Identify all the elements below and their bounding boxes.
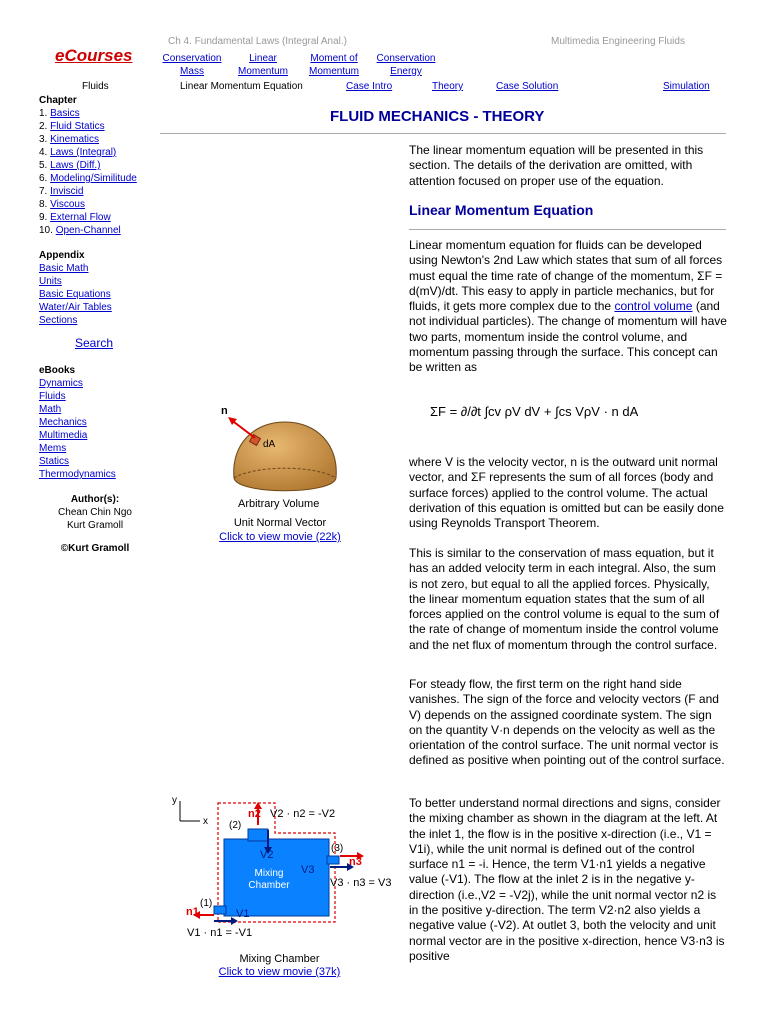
item-num: 6. xyxy=(39,173,48,184)
figure2-caption: Mixing Chamber xyxy=(239,953,320,965)
appendix-sections[interactable]: Sections xyxy=(39,315,78,326)
ebook-multimedia[interactable]: Multimedia xyxy=(39,430,88,441)
n1-label: n1 xyxy=(186,906,199,918)
section-heading: Linear Momentum Equation xyxy=(409,202,594,218)
sum-formula: ΣF = d(mV)/dt xyxy=(409,268,723,298)
y-axis-label: y xyxy=(172,795,177,806)
ebook-fluids[interactable]: Fluids xyxy=(39,391,66,402)
appendix-basic-math[interactable]: Basic Math xyxy=(39,263,89,274)
ebook-math[interactable]: Math xyxy=(39,404,62,415)
intro-paragraph: The linear momentum equation will be presented in this section. The details of the derivation are omitted, with attention focused on proper use of the equation. xyxy=(409,143,704,188)
sidebar xyxy=(39,94,159,555)
page-title: FLUID MECHANICS - THEORY xyxy=(330,108,545,125)
nav-linear-momentum[interactable] xyxy=(228,52,298,78)
author-name: Chean Chin Ngo xyxy=(58,507,132,518)
x-axis-label: x xyxy=(203,816,208,827)
n2-label: n2 xyxy=(248,808,261,820)
sidebar-item-laws-diff[interactable] xyxy=(39,159,159,172)
item-num: 2. xyxy=(39,121,48,132)
momentum-equation: ΣF = ∂/∂t ∫cv ρV dV + ∫cs VρV · n dA xyxy=(430,404,639,419)
sidebar-item-basics[interactable] xyxy=(39,107,159,120)
chamber-label-line1: Mixing xyxy=(254,868,284,879)
nav-link-line1[interactable]: Conservation xyxy=(162,53,222,64)
nav-link-line2[interactable]: Mass xyxy=(180,66,204,77)
control-volume-link[interactable]: control volume xyxy=(614,299,693,314)
outlet3-label: (3) xyxy=(331,843,344,854)
text: Linear momentum equation for fluids can be developed using Newton's 2nd Law which states that sum of all forces must equal the time rate of change of the momentum, xyxy=(409,238,723,283)
item-num: 4. xyxy=(39,147,48,158)
site-title: Multimedia Engineering Fluids xyxy=(551,36,685,47)
eq1-label: V1 · n1 = -V1 xyxy=(187,927,253,939)
item-num: 1. xyxy=(39,108,48,119)
item-num: 5. xyxy=(39,160,48,171)
ebook-mems[interactable]: Mems xyxy=(39,443,67,454)
paragraph-definitions: where V is the velocity vector, n is the outward unit normal vector, and ΣF represents the sum of all forces (body and surface forces) applied to the control volume. The actual derivation of this equation is omitted but can be easily done using Reynolds Transport Theorem. xyxy=(409,455,724,531)
appendix-units[interactable]: Units xyxy=(39,276,62,287)
subnav-current: Linear Momentum Equation xyxy=(180,81,303,92)
ebook-statics[interactable]: Statics xyxy=(39,456,70,467)
nav-conservation-energy[interactable] xyxy=(370,52,442,78)
outlet3-pipe xyxy=(327,856,339,864)
nav-link-line2[interactable]: Momentum xyxy=(237,66,288,77)
section-divider xyxy=(409,229,726,230)
item-link[interactable]: Modeling/Similitude xyxy=(50,173,137,184)
title-divider xyxy=(160,133,726,134)
figure1-movie-link[interactable]: Click to view movie (22k) xyxy=(219,531,341,543)
item-link[interactable]: Laws (Integral) xyxy=(50,147,117,158)
paragraph-steady-flow: For steady flow, the first term on the right hand side vanishes. The sign of the force and velocity vectors (F and V) depends on the assigned coordinate system. The sign on the quantity V·n depends on the velocity as well as the orientation of the control surface. The unit normal vector is defined as positive when pointing out of the control surface. xyxy=(409,677,725,768)
nav-link-line1[interactable]: Conservation xyxy=(376,53,436,64)
text: . This easy to apply in particle mechanics, but for fluids, it gets more complex due to the xyxy=(409,283,715,314)
figure2-movie-link[interactable]: Click to view movie (37k) xyxy=(218,966,341,978)
item-num: 7. xyxy=(39,186,48,197)
item-link[interactable]: Inviscid xyxy=(50,186,84,197)
item-num: 3. xyxy=(39,134,48,145)
copyright: ©Kurt Gramoll xyxy=(60,543,130,554)
item-num: 8. xyxy=(39,199,48,210)
item-link[interactable]: Kinematics xyxy=(50,134,100,145)
v2-label: V2 xyxy=(260,849,274,861)
ebook-mechanics[interactable]: Mechanics xyxy=(39,417,87,428)
ebook-thermodynamics[interactable]: Thermodynamics xyxy=(39,469,116,480)
sidebar-item-external-flow[interactable] xyxy=(39,211,159,224)
item-link[interactable]: Basics xyxy=(50,108,80,119)
paragraph-conservation: This is similar to the conservation of mass equation, but it has an added velocity term in each integral. Also, the sum is not zero, but equal to all the applied forces. Physically, the linear momentum equation states that the sum of all forces applied on the control volume is equal to the sum of the rate of change of momentum inside the control volume and the net flux of momentum through the control surface. xyxy=(409,546,720,652)
nav-moment-of-momentum[interactable] xyxy=(299,52,369,78)
arbitrary-volume-label: Arbitrary Volume xyxy=(238,498,320,510)
eq3-label: V3 · n3 = V3 xyxy=(330,877,392,889)
author-name: Kurt Gramoll xyxy=(66,520,124,531)
n3-label: n3 xyxy=(349,856,362,868)
text: (and not individual particles). The change of momentum will have two parts, momentum inside the control volume, and momentum passing through the surface. This concept can be written as xyxy=(409,299,727,375)
sidebar-item-inviscid[interactable] xyxy=(39,185,159,198)
chamber-label-line2: Chamber xyxy=(248,880,290,891)
appendix-basic-equations[interactable]: Basic Equations xyxy=(39,289,111,300)
item-link[interactable]: Viscous xyxy=(50,199,85,210)
chapter-title: Ch 4. Fundamental Laws (Integral Anal.) xyxy=(168,36,347,47)
subnav-section: Fluids xyxy=(82,81,109,92)
nav-conservation-mass[interactable] xyxy=(157,52,227,78)
subnav-case-intro[interactable]: Case Intro xyxy=(346,81,393,92)
item-link[interactable]: Laws (Diff.) xyxy=(50,160,101,171)
paragraph-mixing-chamber: To better understand normal directions and signs, consider the mixing chamber as shown in the diagram at the left. At the inlet 1, the flow is in the positive x-direction (i.e., V1 = V1i), while the unit normal is defined out of the control surface n1 = -i. Hence, the term V1·n1 yields a negative value (-V1). The flow at the inlet 2 is in the negative y-direction (i.e.,V2 = -V2j), while the unit normal vector n2 is in the positive y-direction. The term V2·n2 also yields a negative value (-V2). At outlet 3, both the velocity and unit normal vector are in the positive x-direction, hence V3·n3 is positive xyxy=(409,796,725,963)
nav-link-line2[interactable]: Momentum xyxy=(308,66,359,77)
item-num: 9. xyxy=(39,212,48,223)
ebook-dynamics[interactable]: Dynamics xyxy=(39,378,83,389)
nav-link-line1[interactable]: Moment of xyxy=(310,53,358,64)
subnav-theory[interactable]: Theory xyxy=(432,81,464,92)
sidebar-item-laws-integral[interactable] xyxy=(39,146,159,159)
paragraph-newton xyxy=(409,238,727,376)
chapter-header: Chapter xyxy=(39,95,77,106)
inlet2-label: (2) xyxy=(229,820,242,831)
sidebar-item-kinematics[interactable] xyxy=(39,133,159,146)
figure1-caption: Unit Normal Vector xyxy=(233,517,327,529)
appendix-water-air-tables[interactable]: Water/Air Tables xyxy=(39,302,112,313)
ecourses-logo[interactable]: eCourses xyxy=(55,46,133,65)
item-link[interactable]: Open-Channel xyxy=(55,225,121,236)
normal-vector-label: n xyxy=(221,405,228,417)
appendix-header: Appendix xyxy=(39,250,85,261)
v3-label: V3 xyxy=(301,864,315,876)
inlet1-pipe xyxy=(214,906,226,914)
subnav-simulation[interactable]: Simulation xyxy=(663,81,710,92)
chamber-label xyxy=(243,868,295,892)
item-num: 10. xyxy=(39,225,53,236)
ebooks-header: eBooks xyxy=(39,365,76,376)
nav-link-line1[interactable]: Linear xyxy=(249,53,277,64)
da-label: dA xyxy=(263,439,276,450)
inlet1-label: (1) xyxy=(200,898,213,909)
nav-link-line2[interactable]: Energy xyxy=(390,66,422,77)
sidebar-item-open-channel[interactable] xyxy=(39,224,159,237)
search-link[interactable]: Search xyxy=(75,336,114,350)
item-link[interactable]: Fluid Statics xyxy=(50,121,105,132)
v1-label: V1 xyxy=(236,908,250,920)
authors-header: Author(s): xyxy=(70,494,120,505)
sidebar-item-modeling[interactable] xyxy=(39,172,159,185)
eq2-label: V2 · n2 = -V2 xyxy=(270,808,336,820)
item-link[interactable]: External Flow xyxy=(50,212,111,223)
sidebar-item-viscous[interactable] xyxy=(39,198,159,211)
subnav-case-solution[interactable]: Case Solution xyxy=(496,81,559,92)
inlet2-pipe xyxy=(248,829,268,841)
sidebar-item-fluid-statics[interactable] xyxy=(39,120,159,133)
